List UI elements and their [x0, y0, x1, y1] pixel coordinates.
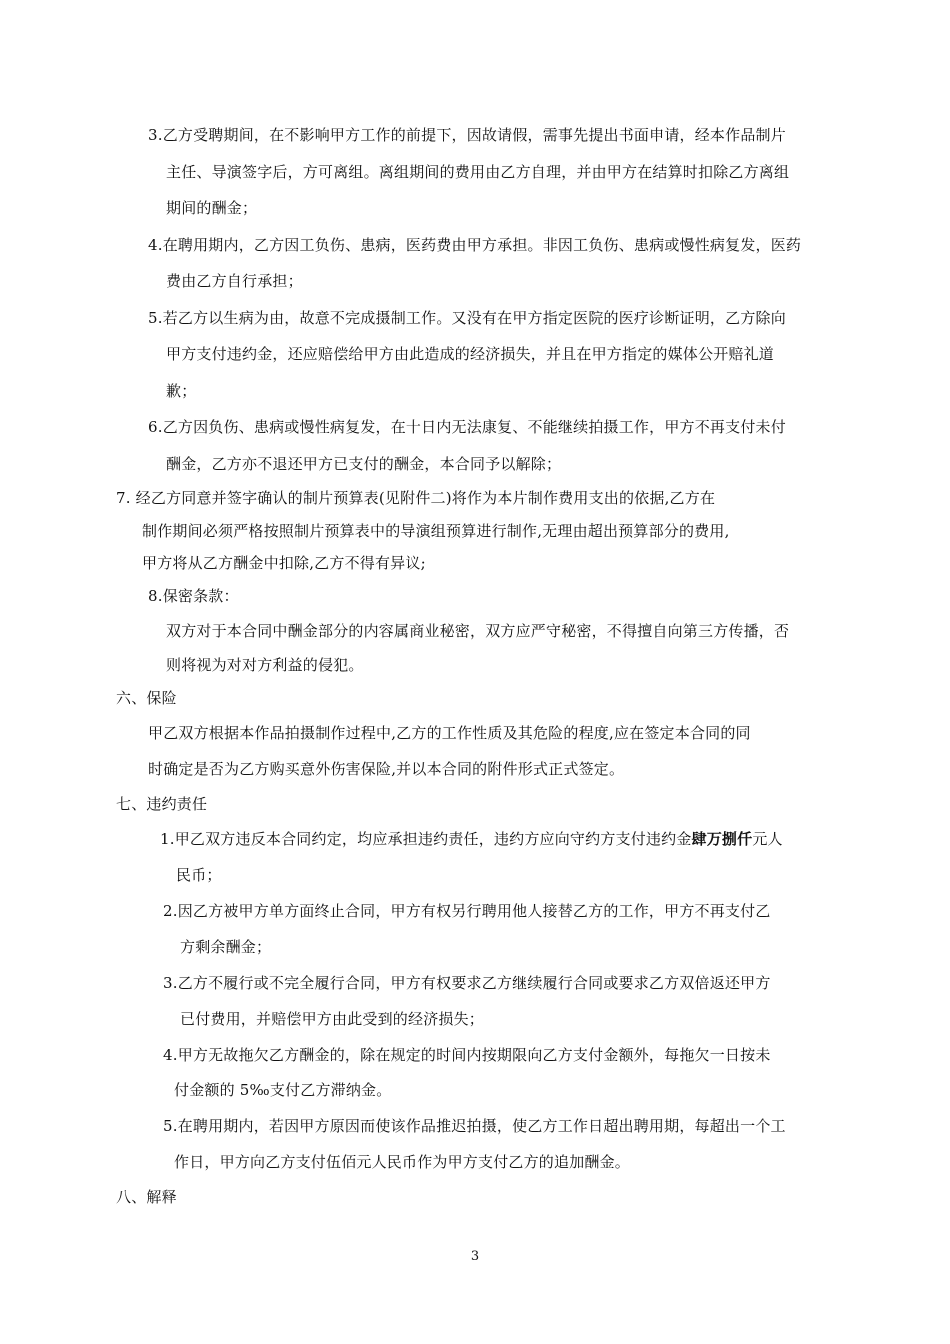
clause-5-line-3: 歉；: [166, 382, 197, 400]
clause-6-line-1: 6.乙方因负伤、患病或慢性病复发，在十日内无法康复、不能继续拍摄工作，甲方不再支付未付: [148, 418, 786, 436]
breach-4-line-2: 付金额的 5‰支付乙方滞纳金。: [174, 1081, 392, 1099]
section-7-heading: 七、违约责任: [116, 795, 208, 813]
section-6-line-2: 时确定是否为乙方购买意外伤害保险,并以本合同的附件形式正式签定。: [148, 760, 625, 778]
breach-2-line-2: 方剩余酬金；: [180, 938, 272, 956]
breach-1-text: 1.甲乙双方违反本合同约定，均应承担违约责任，违约方应向守约方支付违约金: [160, 830, 692, 848]
breach-1-currency: 元人: [752, 830, 783, 848]
section-6-line-1: 甲乙双方根据本作品拍摄制作过程中,乙方的工作性质及其危险的程度,应在签定本合同的同: [148, 724, 751, 742]
clause-7-line-3: 甲方将从乙方酬金中扣除,乙方不得有异议;: [142, 554, 426, 572]
clause-8-line-2: 则将视为对对方利益的侵犯。: [166, 656, 364, 674]
breach-1-line-1: [160, 829, 783, 849]
breach-5-line-2: 作日，甲方向乙方支付伍佰元人民币作为甲方支付乙方的追加酬金。: [174, 1153, 631, 1171]
clause-3-line-1: 3.乙方受聘期间，在不影响甲方工作的前提下，因故请假，需事先提出书面申请，经本作品制片: [148, 126, 786, 144]
penalty-amount: 肆万捌仟: [691, 830, 753, 848]
clause-3-line-2: 主任、导演签字后，方可离组。离组期间的费用由乙方自理，并由甲方在结算时扣除乙方离组: [166, 163, 790, 181]
page-number: 3: [470, 1249, 480, 1264]
clause-3-line-3: 期间的酬金；: [166, 199, 258, 217]
clause-8-line-1: 双方对于本合同中酬金部分的内容属商业秘密，双方应严守秘密，不得擅自向第三方传播，否: [166, 622, 790, 640]
clause-6-line-2: 酬金，乙方亦不退还甲方已支付的酬金，本合同予以解除；: [166, 455, 562, 473]
clause-4-line-2: 费由乙方自行承担；: [166, 272, 303, 290]
breach-4-line-1: 4.甲方无故拖欠乙方酬金的，除在规定的时间内按期限向乙方支付金额外，每拖欠一日按未: [163, 1046, 771, 1064]
section-6-heading: 六、保险: [116, 689, 177, 707]
breach-3-line-2: 已付费用，并赔偿甲方由此受到的经济损失；: [180, 1010, 485, 1028]
section-8-heading: 八、解释: [116, 1188, 177, 1206]
clause-5-line-1: 5.若乙方以生病为由，故意不完成摄制工作。又没有在甲方指定医院的医疗诊断证明，乙方除向: [148, 309, 786, 327]
breach-5-line-1: 5.在聘用期内，若因甲方原因而使该作品推迟拍摄，使乙方工作日超出聘用期，每超出一个工: [163, 1117, 786, 1135]
breach-1-line-2: 民币；: [176, 866, 222, 884]
clause-8-heading: 8.保密条款：: [148, 587, 239, 605]
breach-3-line-1: 3.乙方不履行或不完全履行合同，甲方有权要求乙方继续履行合同或要求乙方双倍返还甲方: [163, 974, 771, 992]
breach-2-line-1: 2.因乙方被甲方单方面终止合同，甲方有权另行聘用他人接替乙方的工作，甲方不再支付乙: [163, 902, 771, 920]
clause-7-line-2: 制作期间必须严格按照制片预算表中的导演组预算进行制作,无理由超出预算部分的费用,: [142, 522, 730, 540]
clause-7-line-1: 7. 经乙方同意并签字确认的制片预算表(见附件二)将作为本片制作费用支出的依据,乙方在: [116, 489, 716, 507]
clause-4-line-1: 4.在聘用期内，乙方因工负伤、患病，医药费由甲方承担。非因工负伤、患病或慢性病复发，医药: [148, 236, 802, 254]
clause-5-line-2: 甲方支付违约金，还应赔偿给甲方由此造成的经济损失，并且在甲方指定的媒体公开赔礼道: [166, 345, 775, 363]
